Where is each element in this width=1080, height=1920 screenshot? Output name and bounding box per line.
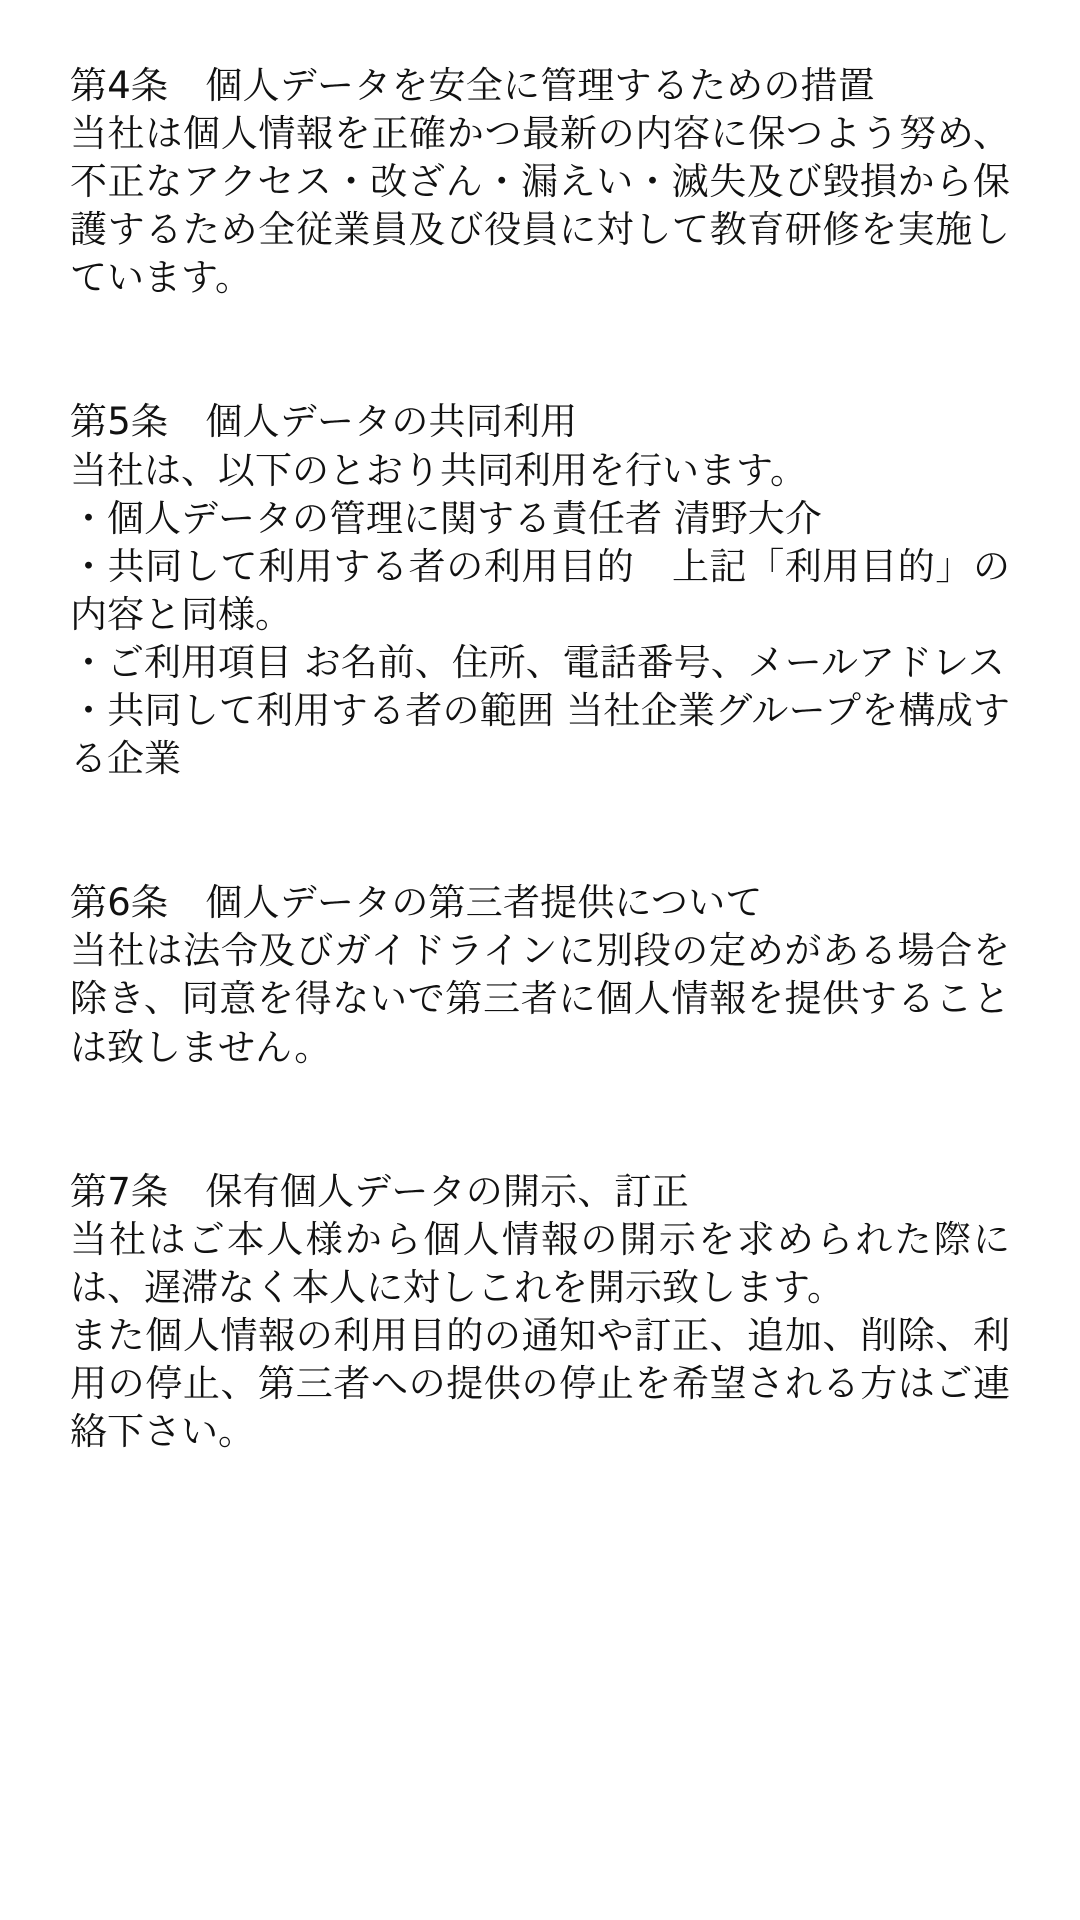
section-article-4	[70, 62, 1010, 302]
section-paragraph: 当社は、以下のとおり共同利用を行います。	[70, 448, 808, 492]
section-paragraph: 当社はご本人様から個人情報の開示を求められた際には、遅滞なく本人に対しこれを開示致します。	[70, 1217, 1010, 1309]
section-list-item: ・ご利用項目 お名前、住所、電話番号、メールアドレス	[70, 640, 1005, 684]
section-heading: 第4条 個人データを安全に管理するための措置	[70, 64, 875, 107]
section-heading: 第6条 個人データの第三者提供について	[70, 881, 763, 925]
section-article-5	[70, 398, 1010, 783]
section-list-item: ・個人データの管理に関する責任者 清野大介	[70, 496, 822, 540]
section-list-item: ・共同して利用する者の範囲 当社企業グループを構成する企業	[70, 689, 1010, 781]
section-paragraph: 当社は個人情報を正確かつ最新の内容に保つよう努め、不正なアクセス・改ざん・漏えい・滅失及び毀損から保護するため全従業員及び役員に対して教育研修を実施しています。	[70, 112, 1010, 300]
section-list-item: ・共同して利用する者の利用目的 上記「利用目的」の内容と同様。	[70, 544, 1010, 636]
section-heading: 第5条 個人データの共同利用	[70, 400, 578, 444]
section-paragraph: また個人情報の利用目的の通知や訂正、追加、削除、利用の停止、第三者への提供の停止を希望される方はご連絡下さい。	[70, 1313, 1010, 1454]
section-paragraph: 当社は法令及びガイドラインに別段の定めがある場合を除き、同意を得ないで第三者に個人情報を提供することは致しません。	[70, 929, 1010, 1069]
section-article-6	[70, 879, 1010, 1071]
section-article-7	[70, 1168, 1010, 1457]
section-heading: 第7条 保有個人データの開示、訂正	[70, 1169, 689, 1213]
